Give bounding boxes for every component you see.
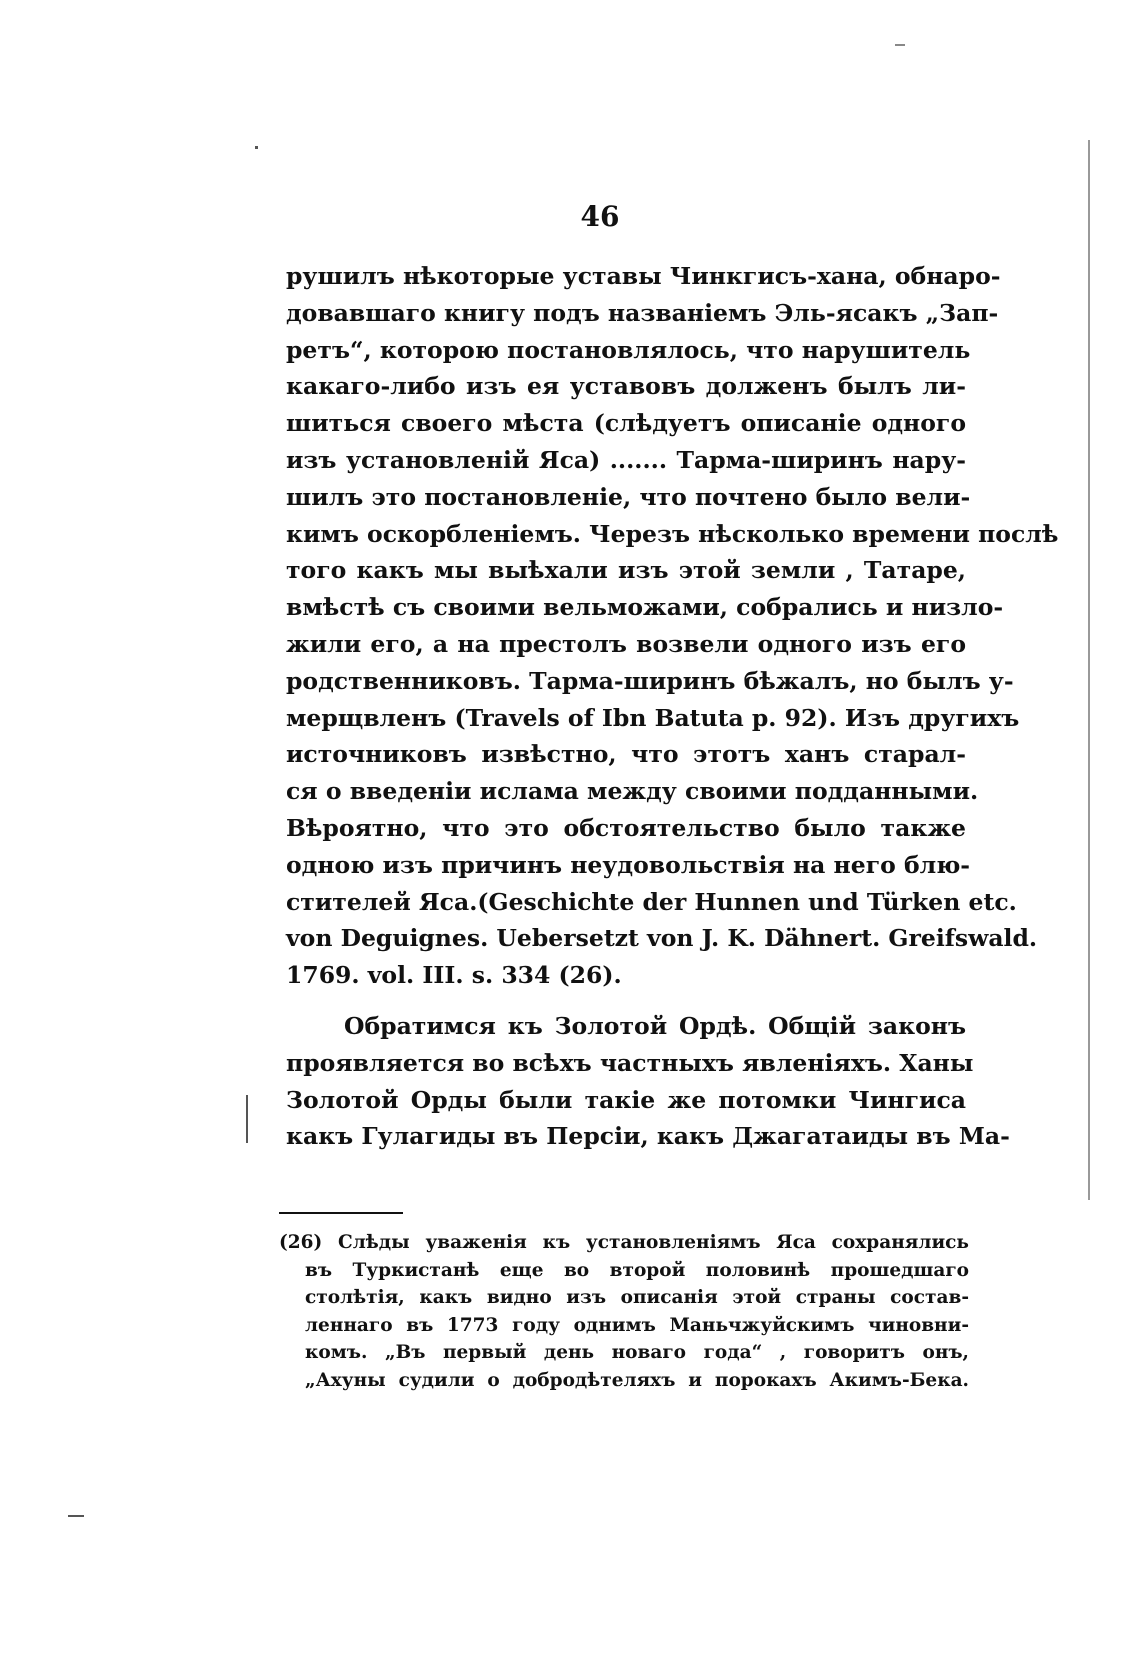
text-line: какаго-либо изъ ея уставовъ долженъ былъ ли-	[286, 372, 966, 401]
text-line: стителей Яса.(Geschichte der Hunnen und Türken etc.	[286, 887, 1017, 916]
footnote-line: комъ. „Въ первый день новаго года“ , говоритъ онъ,	[305, 1342, 969, 1363]
paragraph-2	[286, 1008, 1010, 1155]
text-line: Обратимся къ Золотой Ордѣ. Общій законъ	[344, 1011, 966, 1040]
scan-mark	[246, 1095, 248, 1143]
text-line: шиться своего мѣста (слѣдуетъ описаніе одного	[286, 409, 966, 438]
text-line: рушилъ нѣкоторые уставы Чинкгисъ-хана, обнаро-	[286, 262, 1001, 290]
text-line: одною изъ причинъ неудовольствія на него блю-	[286, 850, 971, 879]
footnote	[279, 1229, 969, 1394]
text-line: вмѣстѣ съ своими вельможами, собрались и низло-	[286, 593, 1004, 622]
text-line: шилъ это постановленіе, что почтено было вели-	[286, 482, 971, 511]
text-line: ретъ“, которою постановлялось, что нарушитель	[286, 335, 971, 364]
footnote-line: въ Туркистанѣ еще во второй половинѣ прошедшаго	[305, 1259, 969, 1281]
text-line: Золотой Орды были такіе же потомки Чингиса	[286, 1085, 966, 1114]
text-line: проявляется во всѣхъ частныхъ явленіяхъ. Ханы	[286, 1048, 974, 1077]
scan-mark	[68, 1515, 84, 1517]
text-line: источниковъ извѣстно, что этотъ ханъ старал-	[286, 740, 966, 769]
page-number: 46	[580, 200, 620, 233]
scan-mark	[895, 44, 905, 46]
text-line: Вѣроятно, что это обстоятельство было также	[286, 813, 966, 842]
scan-mark	[255, 146, 258, 149]
text-line: кимъ оскорбленіемъ. Черезъ нѣсколько времени послѣ	[286, 519, 1059, 548]
footnote-line: „Ахуны судили о добродѣтеляхъ и порокахъ Акимъ-Бека.	[305, 1369, 969, 1391]
text-line: родственниковъ. Тарма-ширинъ бѣжалъ, но былъ у-	[286, 666, 1014, 695]
text-line: 1769. vol. III. s. 334 (26).	[286, 961, 622, 990]
main-text	[286, 258, 1059, 1155]
text-line: ся о введеніи ислама между своими подданными.	[286, 777, 979, 806]
footnote-line: (26) Слѣды уваженія къ установленіямъ Яса сохранялись	[279, 1232, 969, 1253]
text-line: того какъ мы выѣхали изъ этой земли , Татаре,	[286, 556, 966, 585]
text-line: изъ установленій Яса) ....... Тарма-ширинъ нару-	[286, 445, 966, 474]
scan-mark	[1088, 140, 1090, 1200]
text-line: довавшаго книгу подъ названіемъ Эль-ясакъ „Зап-	[286, 298, 999, 327]
text-line: жили его, а на престолъ возвели одного изъ его	[286, 629, 966, 658]
footnote-rule	[279, 1212, 403, 1214]
text-line: von Deguignes. Uebersetzt von J. K. Dähnert. Greifswald.	[286, 924, 1038, 953]
footnote-line: столѣтія, какъ видно изъ описанія этой страны состав-	[305, 1287, 969, 1308]
footnote-line: леннаго въ 1773 году однимъ Маньчжуйскимъ чиновни-	[305, 1314, 969, 1336]
text-line: мерщвленъ (Travels of Ibn Batuta p. 92). Изъ другихъ	[286, 703, 1020, 732]
text-line: какъ Гулагиды въ Персіи, какъ Джагатаиды въ Ма-	[286, 1122, 1010, 1151]
